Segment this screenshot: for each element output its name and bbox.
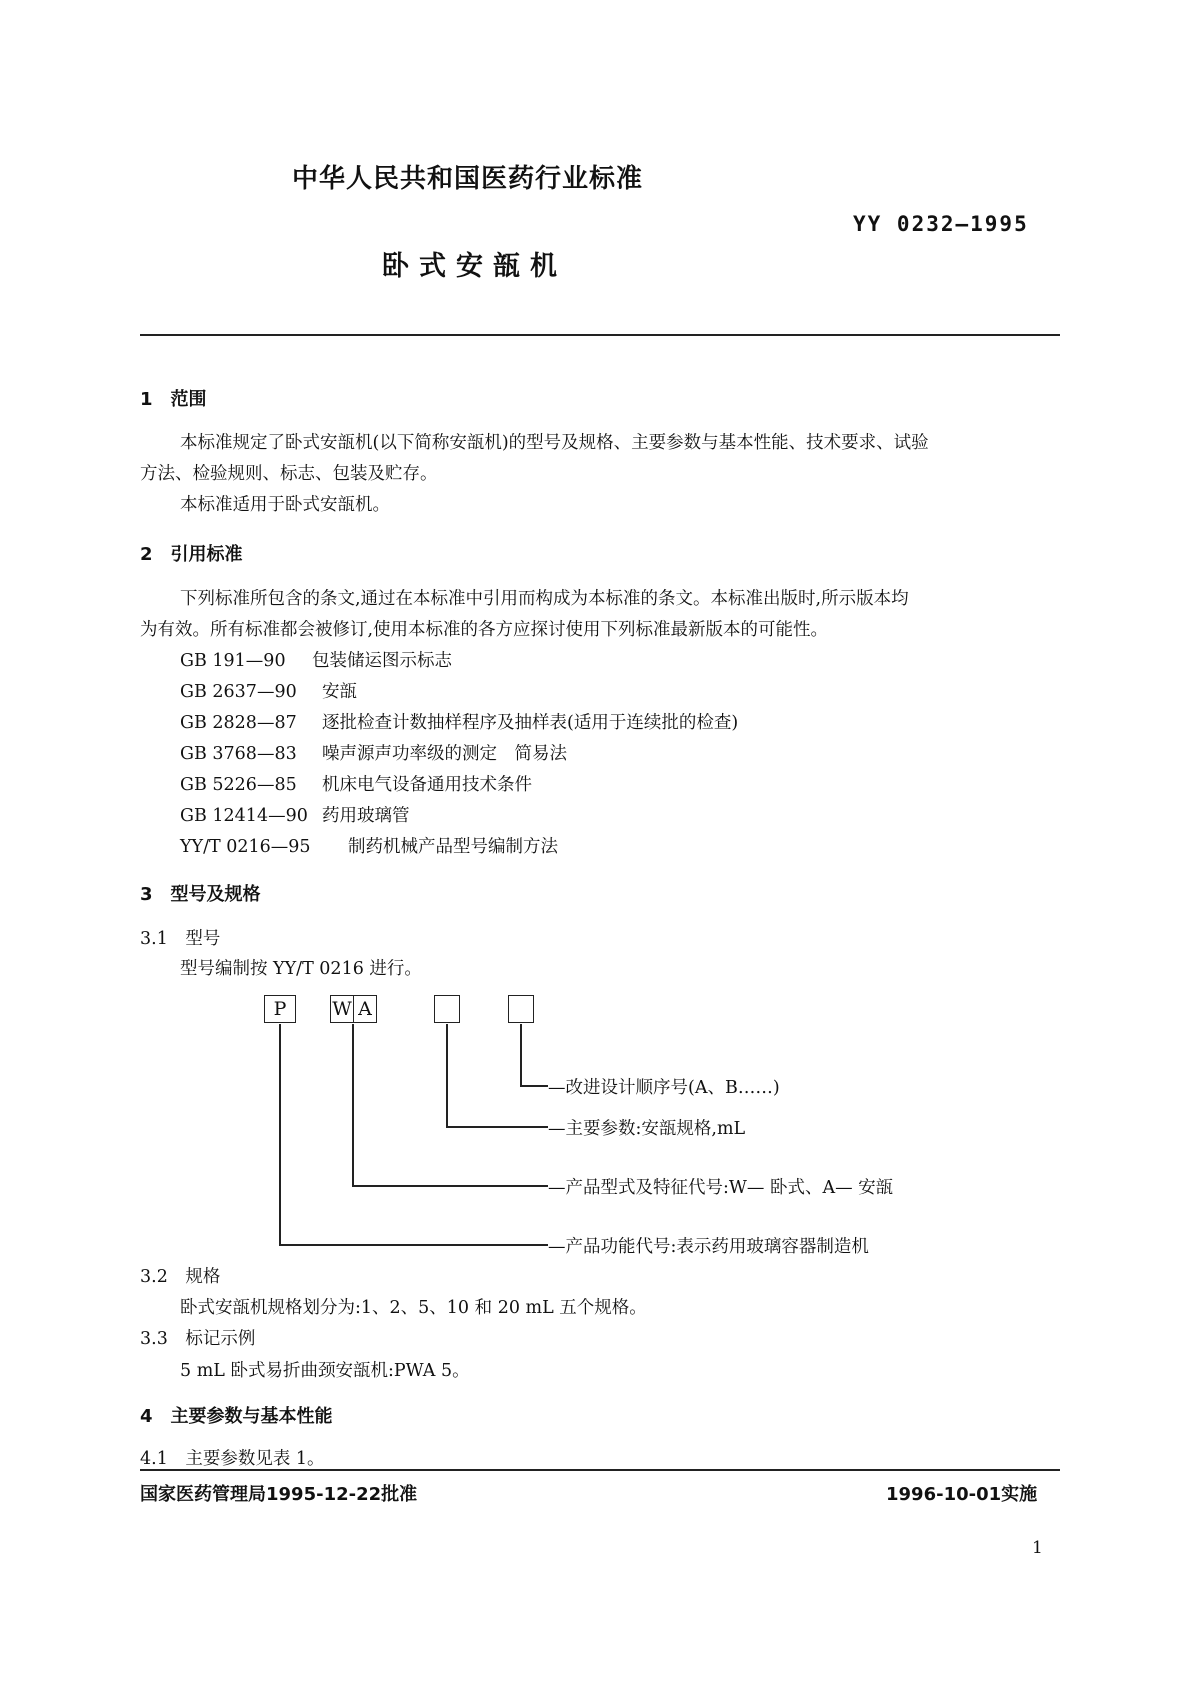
page-number: 1 (1032, 1538, 1043, 1558)
footer-divider (140, 1469, 1060, 1471)
reference-title: 药用玻璃管 (322, 806, 410, 826)
reference-item (180, 647, 452, 672)
section-2-paragraph-1b: 为有效。所有标准都会被修订,使用本标准的各方应探讨使用下列标准最新版本的可能性。 (140, 620, 829, 640)
section-3-1-text: 型号编制按 YY/T 0216 进行。 (180, 959, 422, 979)
reference-item (180, 740, 567, 765)
connector-line (279, 1024, 281, 1245)
reference-title: 逐批检查计数抽样程序及抽样表(适用于连续批的检查) (322, 713, 739, 733)
section-3-3-heading: 3.3 标记示例 (140, 1329, 256, 1349)
model-box-w: W (330, 995, 354, 1023)
connector-line (352, 1185, 548, 1187)
reference-code: YY/T 0216—95 (180, 837, 311, 857)
reference-code: GB 191—90 (180, 651, 286, 671)
reference-title: 安瓿 (322, 682, 357, 702)
document-title: 卧式安瓿机 (382, 251, 567, 282)
section-3-1-heading: 3.1 型号 (140, 929, 221, 949)
section-2-paragraph-1a: 下列标准所包含的条文,通过在本标准中引用而构成为本标准的条文。本标准出版时,所示版本均 (180, 589, 909, 609)
header-divider (140, 334, 1060, 336)
section-1-paragraph-1b: 方法、检验规则、标志、包装及贮存。 (140, 464, 438, 484)
connector-line (520, 1024, 522, 1086)
reference-code: GB 12414—90 (180, 806, 308, 826)
model-box-blank-2 (508, 995, 534, 1023)
section-2-heading: 2 引用标准 (140, 544, 243, 565)
diagram-label-product-type: —产品型式及特征代号:W— 卧式、A— 安瓿 (548, 1178, 894, 1198)
reference-title: 包装储运图示标志 (312, 651, 452, 671)
connector-line (446, 1126, 548, 1128)
connector-line (446, 1024, 448, 1127)
connector-line (520, 1085, 548, 1087)
reference-code: GB 2637—90 (180, 682, 297, 702)
reference-title: 制药机械产品型号编制方法 (348, 837, 558, 857)
reference-item (180, 833, 558, 858)
reference-code: GB 2828—87 (180, 713, 297, 733)
effective-date: 1996-10-01实施 (886, 1484, 1038, 1505)
reference-item (180, 802, 410, 827)
model-box-blank-1 (434, 995, 460, 1023)
section-1-heading: 1 范围 (140, 389, 207, 410)
reference-item (180, 709, 738, 734)
reference-item (180, 771, 532, 796)
standard-code: YY 0232—1995 (853, 212, 1029, 236)
model-box-p: P (264, 995, 296, 1023)
reference-code: GB 5226—85 (180, 775, 297, 795)
section-3-2-heading: 3.2 规格 (140, 1267, 221, 1287)
reference-title: 噪声源声功率级的测定 简易法 (322, 744, 567, 764)
diagram-label-design-sequence: —改进设计顺序号(A、B……) (548, 1078, 780, 1098)
diagram-label-main-parameter: —主要参数:安瓿规格,mL (548, 1119, 746, 1139)
section-3-heading: 3 型号及规格 (140, 884, 261, 905)
issuing-body-title: 中华人民共和国医药行业标准 (292, 164, 644, 194)
section-3-3-text: 5 mL 卧式易折曲颈安瓿机:PWA 5。 (180, 1361, 470, 1381)
reference-code: GB 3768—83 (180, 744, 297, 764)
reference-item (180, 678, 357, 703)
approval-line: 国家医药管理局1995-12-22批准 (140, 1484, 418, 1505)
diagram-label-product-function: —产品功能代号:表示药用玻璃容器制造机 (548, 1237, 869, 1257)
reference-title: 机床电气设备通用技术条件 (322, 775, 532, 795)
model-box-a: A (353, 995, 377, 1023)
section-1-paragraph-2: 本标准适用于卧式安瓿机。 (180, 495, 390, 515)
connector-line (352, 1024, 354, 1186)
connector-line (279, 1244, 548, 1246)
section-3-2-text: 卧式安瓿机规格划分为:1、2、5、10 和 20 mL 五个规格。 (180, 1298, 647, 1318)
section-4-heading: 4 主要参数与基本性能 (140, 1406, 333, 1427)
section-1-paragraph-1a: 本标准规定了卧式安瓿机(以下简称安瓿机)的型号及规格、主要参数与基本性能、技术要求、试验 (180, 433, 929, 453)
section-4-1-text: 4.1 主要参数见表 1。 (140, 1449, 325, 1469)
